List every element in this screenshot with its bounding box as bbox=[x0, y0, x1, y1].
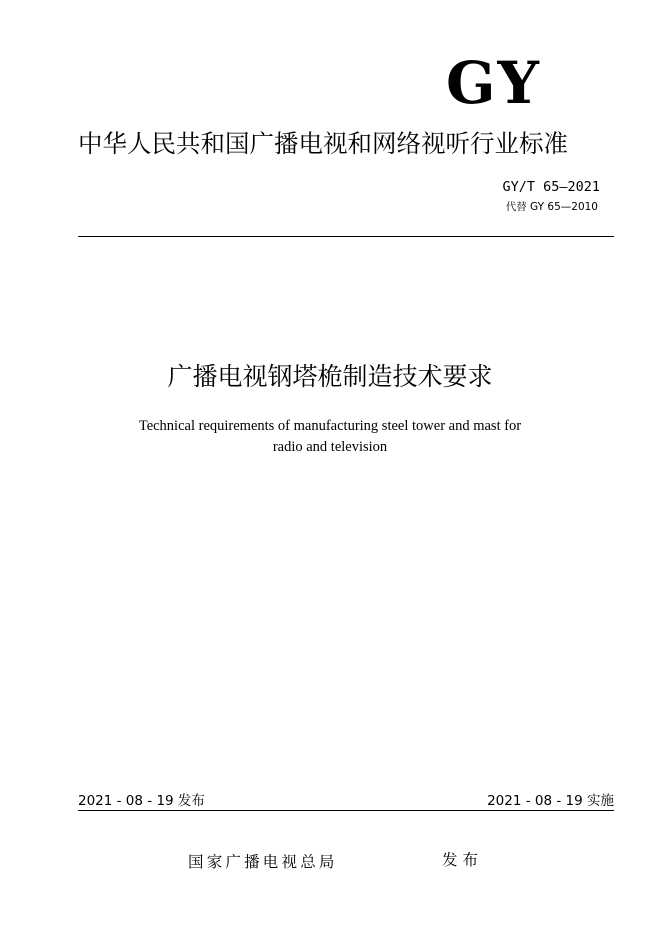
title-english bbox=[100, 416, 560, 458]
top-divider bbox=[78, 236, 614, 237]
title-english-line-1: Technical requirements of manufacturing steel tower and mast for bbox=[138, 418, 522, 434]
title-english-line-2: radio and television bbox=[272, 439, 388, 455]
issue-date: 2021 - 08 - 19 发布 bbox=[78, 793, 205, 809]
gy-logo: GY bbox=[446, 49, 541, 117]
bottom-divider bbox=[78, 810, 614, 811]
replaces-standard: 代替 GY 65—2010 bbox=[505, 201, 598, 213]
title-chinese: 广播电视钢塔桅制造技术要求 bbox=[167, 362, 493, 391]
publisher-name: 国家广播电视总局 bbox=[188, 853, 338, 871]
implementation-date: 2021 - 08 - 19 实施 bbox=[487, 793, 614, 809]
publish-label: 发布 bbox=[442, 851, 484, 869]
standard-category-header: 中华人民共和国广播电视和网络视听行业标准 bbox=[78, 129, 568, 158]
standard-number: GY/T 65—2021 bbox=[502, 179, 600, 195]
title-chinese-block bbox=[0, 360, 662, 394]
